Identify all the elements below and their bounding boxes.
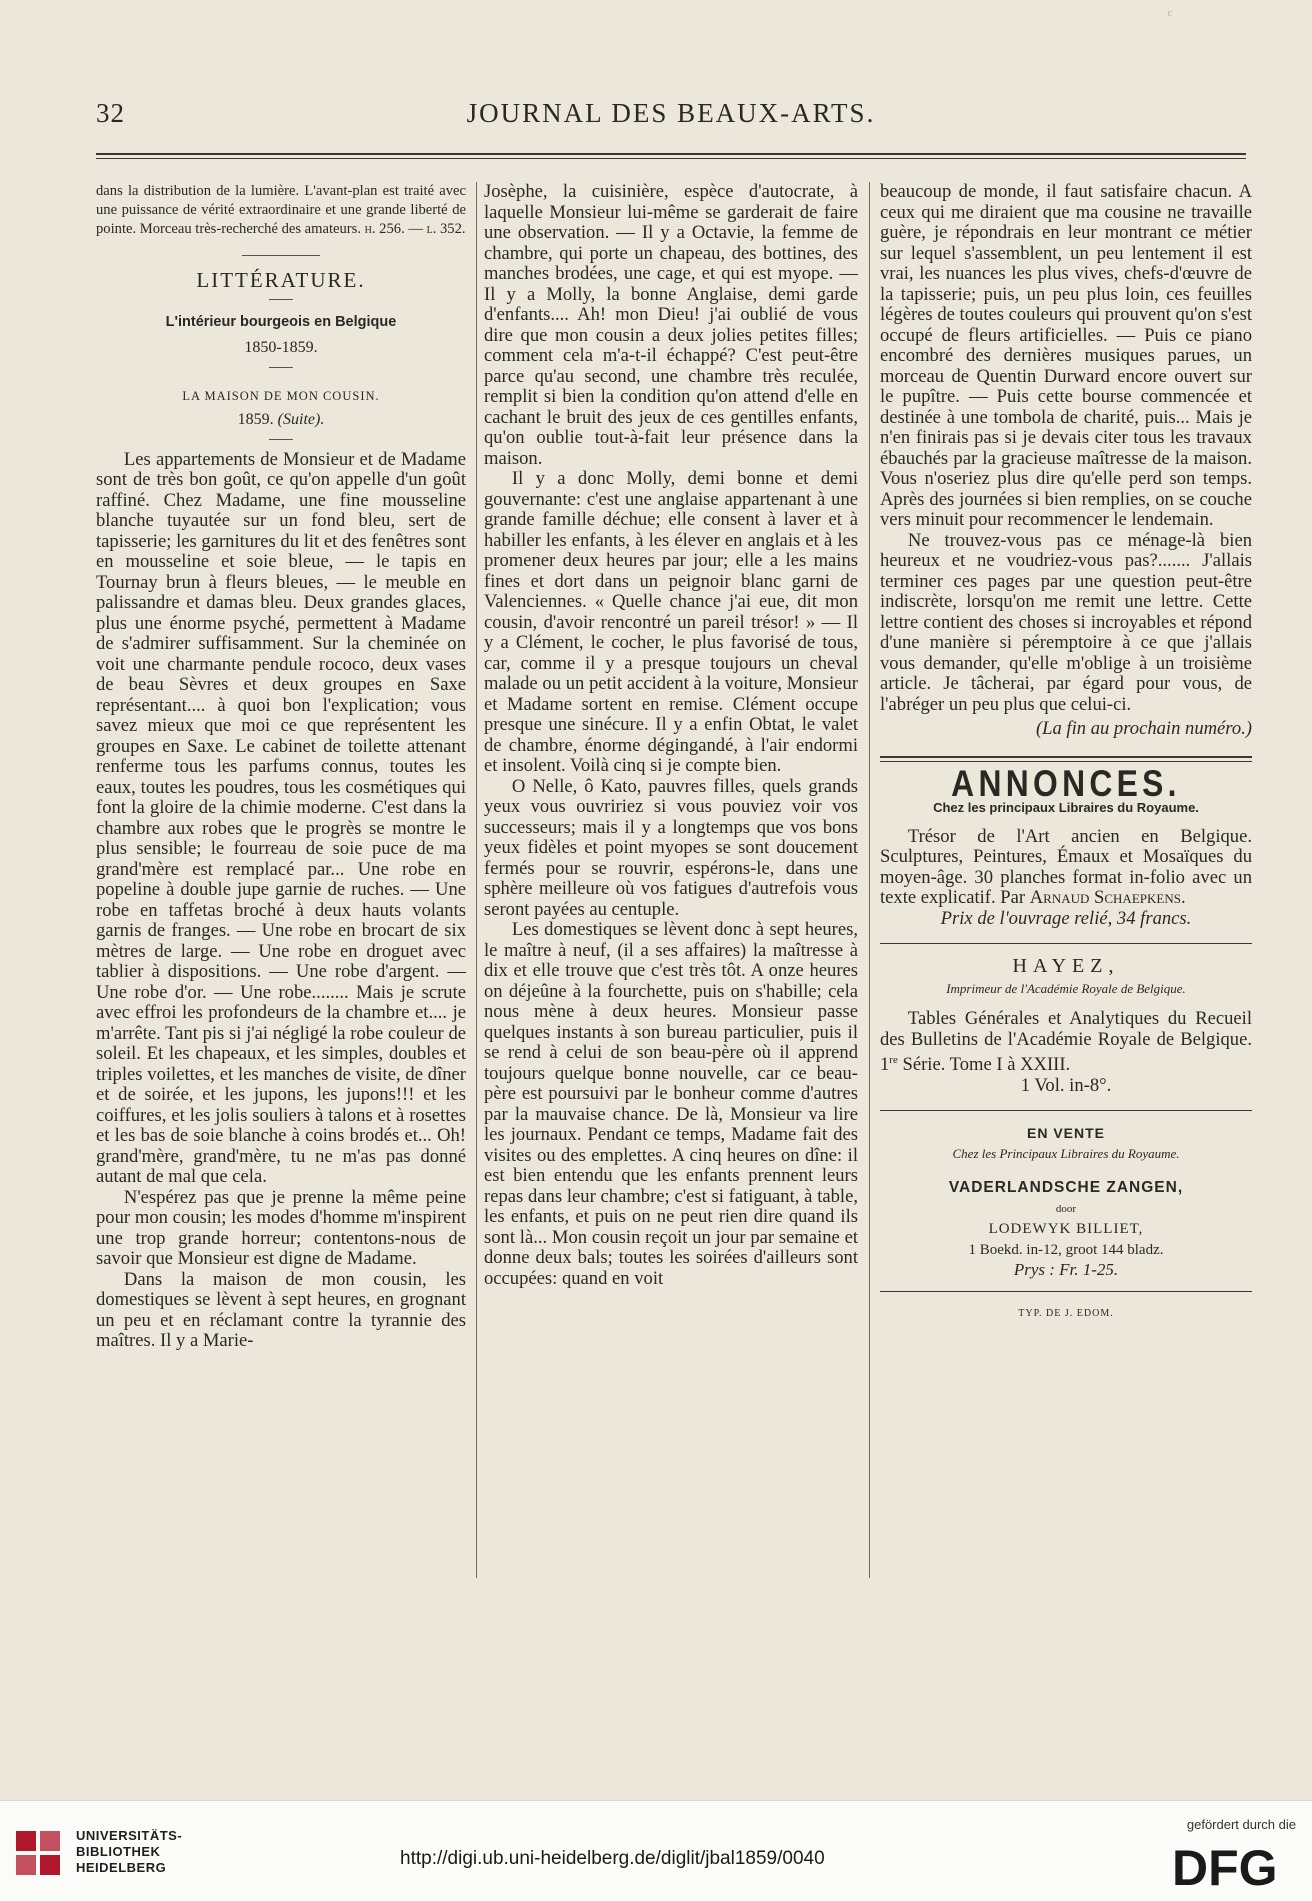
ad2-superscript: re [889,1054,898,1066]
book-price: Prys : Fr. 1-25. [1013,1260,1119,1280]
divider [269,299,293,300]
ad2-volume: 1 Vol. in-8°. [1020,1074,1112,1096]
divider [880,1110,1252,1111]
column-divider [476,182,477,1578]
chapter-suite: (Suite). [277,411,325,428]
university-logo-icon [12,1827,66,1881]
publisher-subtitle: Imprimeur de l'Académie Royale de Belgique. [946,980,1186,996]
chapter-title: LA MAISON DE MON COUSIN. [182,388,380,403]
divider [880,1291,1252,1292]
en-vente-subheading: Chez les Principaux Libraires du Royaume. [952,1145,1180,1161]
ad2-text-a: Tables Générales et Analytiques du Recueil des Bulletins de l'Académie Royale de Belgique. 1 [880,1008,1252,1076]
paragraph: Ne trouvez-vous pas ce ménage-là bien heureux et ne voudriez-vous pas?....... J'allais terminer ces pages par une question peut-être indiscrète, lorsqu'on me remit une lettre. Cette lettre contient des choses si incroyables et répond d'une manière si péremptoire à ce que j'allais vous demander, qu'elle m'oblige à un troisième article. Je tâcherai, par égard pour vous, de l'abréger un peu plus que celui-ci. [880,529,1252,715]
section-title: LITTÉRATURE. [196,268,366,292]
column-2 [484,182,858,1289]
paragraph: Il y a donc Molly, demi bonne et demi gouvernante: c'est une anglaise appartenant à une grande famille déchue; elle consent à laver et à habiller les enfants, à les élever en anglais et à les promener deux heures par jour; elle a les mains fines et dort dans un peignoir blanc garni de Valenciennes. « Quelle chance j'ai eue, dit mon cousin, d'avoir rencontré un pareil trésor! » — Il y a Clément, le cocher, le plus favorisé de tous, car, comme il y a presque toujours un cheval malade ou un petit accident à la voiture, Monsieur et Madame sortent en remise. Clément occupe presque une sinécure. Il y a enfin Obtat, le valet de chambre, énorme dégingandé, à l'air endormi et insolent. Voilà cinq si je compte bien. [484,468,858,776]
ad2-text [880,1009,1252,1076]
ad1-text: Trésor de l'Art ancien en Belgique. Sculptures, Peintures, Émaux et Mosaïques du moyen-âge. 30 planches format in-folio avec un texte explicatif. Par [880,825,1252,908]
viewer-footer [0,1800,1312,1901]
ad1-author: Arnaud Schaepkens. [1029,887,1186,908]
funding-note: gefördert durch die [1186,1817,1296,1832]
ad2-text-b: Série. Tome I à XXIII. [897,1054,1071,1076]
publisher-name: HAYEZ, [1012,955,1120,977]
book-by: door [1055,1202,1077,1215]
scan-corner-mark: c [1167,8,1172,19]
book-format: 1 Boekd. in-12, groot 144 bladz. [968,1241,1164,1258]
university-name [76,1828,182,1876]
university-name-line: UNIVERSITÄTS- [76,1828,183,1843]
chapter-year-value: 1859. [237,411,274,428]
column-1 [96,182,466,1352]
column-divider [869,182,870,1578]
intro-lines: dans la distribution de la lumière. L'avant-plan est traité avec une puissance de vérité extraordinaire et une grande liberté de pointe. Morceau très-recherché des amateurs. [96,183,466,237]
printer-credit: TYP. DE J. EDOM. [1018,1307,1114,1319]
article-title: L'intérieur bourgeois en Belgique [165,313,397,330]
book-title: VADERLANDSCHE ZANGEN, [948,1179,1184,1197]
annonces-heading: ANNONCES. [951,762,1181,804]
divider [269,439,293,440]
paragraph: Josèphe, la cuisinière, espèce d'autocrate, à laquelle Monsieur lui-même se garderait de faire une observation. — Il y a Octavie, la femme de chambre, qui porte un chapeau, des bottines, des manches brodées, une cage, et qui est myope. — Il y a Molly, la bonne Anglaise, demi garde d'enfants.... Ah! mon Dieu! j'ai oublié de vous dire que mon cousin a deux jolies petites filles; comment cela m'a-t-il échappé? C'est peut-être parce qu'au second, une chambre très reculée, remplit si bien la condition qu'on attend d'elle en cachant le bruit des jeux de ces gentilles enfants, qu'on oublie tout-à-fait leur présence dans la maison. [484,181,858,469]
page-number: 32 [96,98,125,128]
dfg-logo-text: DFG [1172,1841,1278,1889]
paragraph: O Nelle, ô Kato, pauvres filles, quels grands yeux vous ouvririez si vous pouviez voir vos successeurs; mais il y a longtemps que vos bons yeux fidèles et point myopes se sont doucement fermés pour se rouvrir, espérons-le, dans une sphère meilleure où vos fatigues d'autrefois vous seront payées au centuple. [484,775,858,920]
divider [880,756,1252,762]
divider [269,367,293,368]
column-3 [880,182,1252,1324]
university-name-line: HEIDELBERG [76,1860,167,1875]
article-years: 1850-1859. [244,339,318,356]
ad1-price: Prix de l'ouvrage relié, 34 francs. [940,907,1192,929]
intro-dimensions: h. 256. — l. 352. [364,221,466,237]
annonces-subheading: Chez les principaux Libraires du Royaume. [933,800,1199,815]
dfg-logo-icon [1170,1841,1296,1889]
paragraph: Les domestiques se lèvent donc à sept heures, le maître à neuf, (il a ses affaires) la maîtresse à dix et elle trouve que c'est très tôt. A onze heures on déjeûne à la fourchette, puis on s'habille; cela nous mène à deux heures. Monsieur passe quelques instants à son bureau particulier, puis il se rend à celui de son beau-père où il apprend toujours quelque bonne nouvelle, car ce beau-père est poursuivi par le bonheur comme d'autres par la mauvaise chance. De là, Monsieur va lire les journaux. Pendant ce temps, Madame fait des visites ou des emplettes. A cinq heures on dîne: il est bien entendu que les enfants prennent leurs repas dans leur chambre; c'est si fatiguant, à table, les enfants, et puis on ne peut rien dire quand ils sont là... Mon cousin reçoit un jour par semaine et donne deux bals; toutes les soirées d'ailleurs sont occupées: quand en voit [484,919,858,1289]
university-name-line: BIBLIOTHEK [76,1844,161,1859]
en-vente-heading: EN VENTE [1026,1125,1105,1142]
page-header [96,98,1246,138]
ad-text [880,827,1252,909]
header-rule [96,153,1246,159]
paragraph: Les appartements de Monsieur et de Madame sont de très bon goût, ce qu'on appelle d'un goût raffiné. Chez Madame, une fine mousseline blanche tuyautée sur un fond bleu, sert de tapisserie; les garnitures du lit et des fenêtres sont en mousseline et soie bleue, — le tapis en Tournay brun à fleurs bleues, — le meuble en palissandre et damas bleu. Deux grandes glaces, plus une énorme psyché, permettent à Madame de s'admirer suffisamment. Sur la cheminée on voit une charmante pendule rococo, deux vases de beau Sèvres et deux groupes en Saxe représentant.... à quoi bon l'explication; vous savez mieux que moi ce que représentent les groupes en Saxe. Le cabinet de toilette attenant renferme tous les parfums connus, toutes les eaux, toutes les poudres, tous les cosmétiques qui font la gloire de la chimie moderne. C'est dans la chambre aux robes que le progrès se montre le plus sensible; le fourreau de soie puce de ma grand'mère est remplacé par... Une robe en popeline à double jupe garnie de ruches. — Une robe en taffetas broché à deux hauts volants garnis de franges. — Une robe en brocart de six mètres de large. — Une robe en droguet avec tablier à dispositions. — Une robe d'argent. — Une robe d'or. — Une robe........ Mais je scrute avec effroi les profondeurs de la chambre et.... je m'arrête. Tant pis si j'ai négligé la robe couleur de soleil. Et les chapeaux, et les simples, doubles et triples voilettes, et les manches de visite, de dîner et de soirée, et les jupons, les jupons!!! et les coiffures, et les jolis souliers à talons et à rosettes et les bas de soie blanche à coins brodés et... Oh! grand'mère, grand'mère, tu ne m'as pas donné autant de mal que cela. [96,448,466,1187]
permalink-url[interactable]: http://digi.ub.uni-heidelberg.de/diglit/jbal1859/0040 [400,1848,825,1869]
paragraph: Dans la maison de mon cousin, les domestiques se lèvent à sept heures, en grognant un peu et en réclamant contre la tyrannie des maîtres. Il y a Marie- [96,1268,466,1351]
intro-text [96,182,466,239]
divider [880,943,1252,944]
divider [242,255,320,256]
chapter-year [96,410,466,431]
closing-note: (La fin au prochain numéro.) [1035,718,1252,739]
book-author: LODEWYK BILLIET, [988,1221,1144,1238]
paragraph: N'espérez pas que je prenne la même peine pour mon cousin; les modes d'homme m'inspirent une trop grande horreur; contentons-nous de savoir que Monsieur est digne de Madame. [96,1186,466,1269]
journal-title: JOURNAL DES BEAUX-ARTS. [466,98,876,128]
paragraph: beaucoup de monde, il faut satisfaire chacun. A ceux qui me diraient que ma cousine ne travaille guère, je répondrais en leur montrant ce métier sur lequel s'assemblent, un peu lentement il est vrai, les nuances les plus vives, chefs-d'œuvre de la tapisserie; puis, un peu plus loin, ces feuilles légères de toutes couleurs qui prouvent qu'on s'est occupé de fleurs artificielles. — Puis ce piano encombré des dernières musiques parues, un morceau de Quentin Durward encore ouvert sur le pupître. — Puis cette bourse commencée et destinée à une tombola de charité, puis... Mais je n'en finirais pas si je devais citer tous les travaux ébauchés par la gracieuse maîtresse de la maison. Vous n'oseriez plus dire qu'elle perd son temps. Après des journées si bien remplies, on se couche vers minuit pour recommencer le lendemain. [880,181,1252,530]
